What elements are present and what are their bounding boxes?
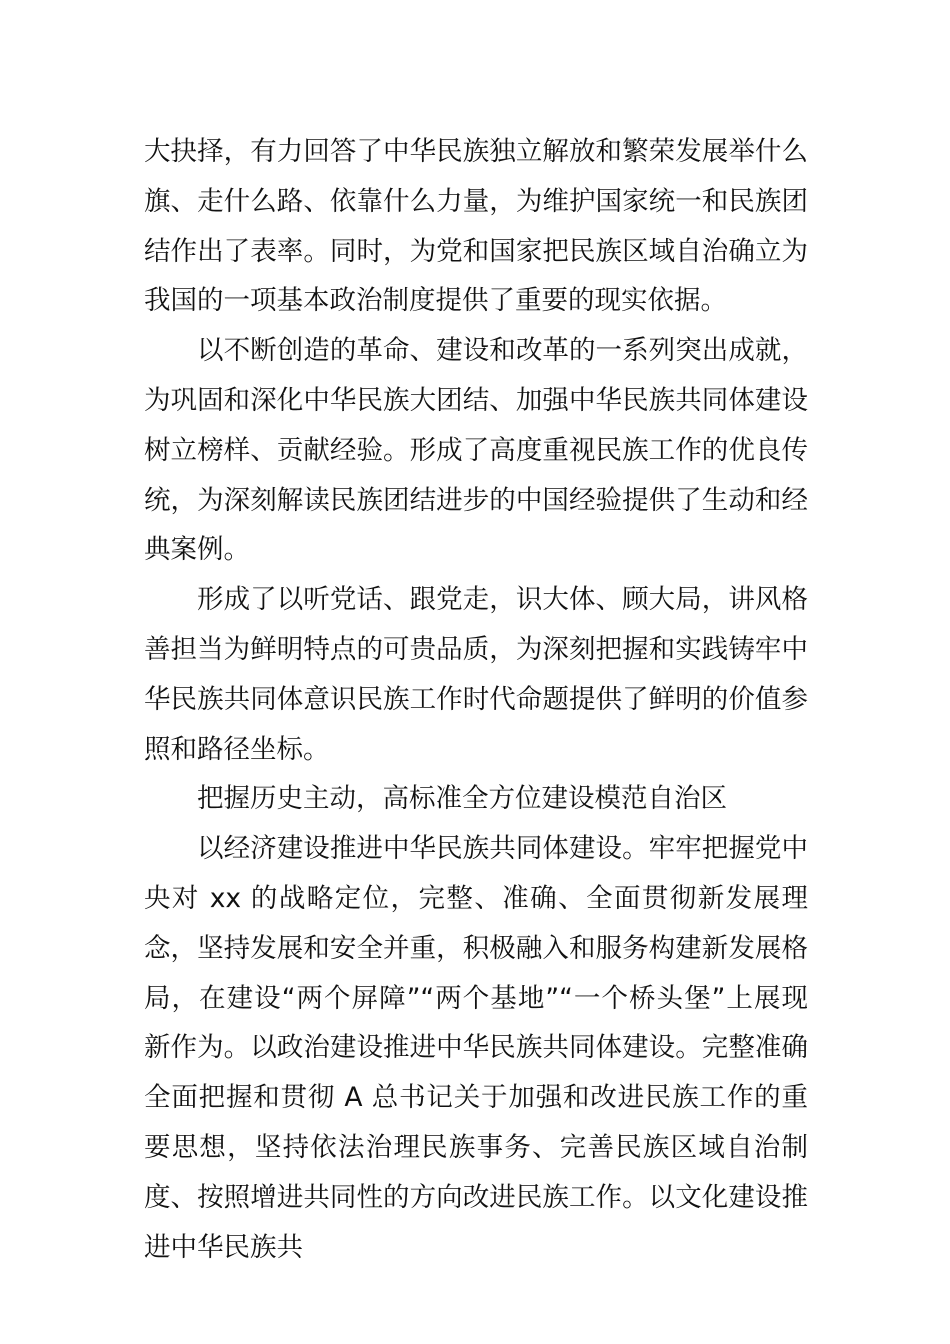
paragraph-2: 以不断创造的革命、建设和改革的一系列突出成就，为巩固和深化中华民族大团结、加强中华民族共同体建设树立榜样、贡献经验。形成了高度重视民族工作的优良传统，为深刻解读民族团结进步的中国经验提供了生动和经典案例。: [144, 335, 808, 566]
paragraph-1: 大抉择，有力回答了中华民族独立解放和繁荣发展举什么旗、走什么路、依靠什么力量，为维护国家统一和民族团结作出了表率。同时，为党和国家把民族区域自治确立为我国的一项基本政治制度提供了重要的现实依据。: [144, 136, 808, 317]
paragraph-4: 以经济建设推进中华民族共同体建设。牢牢把握党中央对 xx 的战略定位，完整、准确、全面贯彻新发展理念，坚持发展和安全并重，积极融入和服务构建新发展格局，在建设“两个屏障”“两个基地”“一个桥头堡”上展现新作为。以政治建设推进中华民族共同体建设。完整准确全面把握和贯彻 A 总书记关于加强和改进民族工作的重要思想，坚持依法治理民族事务、完善民族区域自治制度、按照增进共同性的方向改进民族工作。以文化建设推进中华民族共: [144, 833, 808, 1263]
paragraph-3: 形成了以听党话、跟党走，识大体、顾大局，讲风格善担当为鲜明特点的可贵品质，为深刻把握和实践铸牢中华民族共同体意识民族工作时代命题提供了鲜明的价值参照和路径坐标。: [144, 584, 808, 765]
document-body: [144, 127, 808, 1272]
section-heading: 把握历史主动，高标准全方位建设模范自治区: [197, 783, 727, 815]
